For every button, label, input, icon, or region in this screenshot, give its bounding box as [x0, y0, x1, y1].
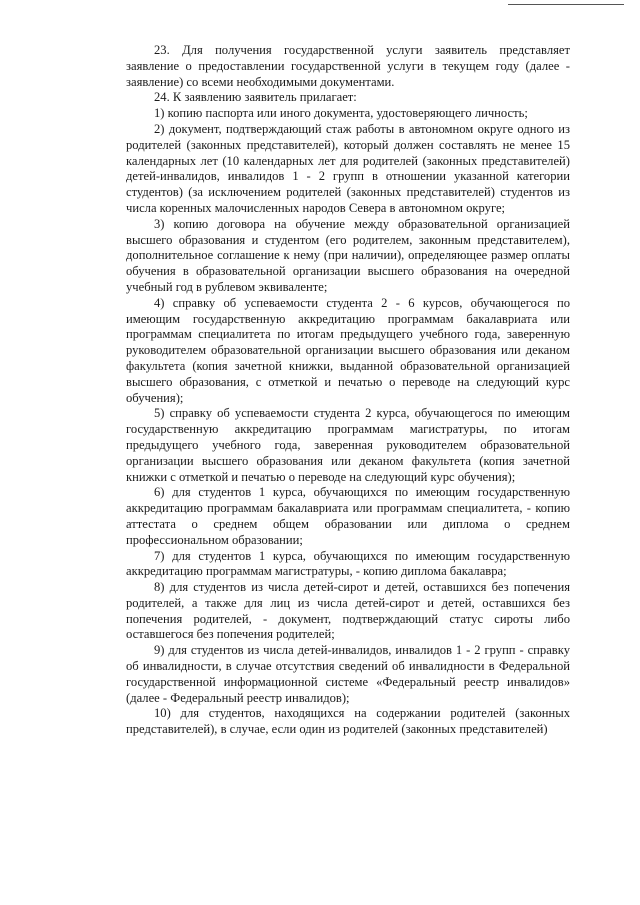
list-item: 5) справку об успеваемости студента 2 курса, обучающегося по имеющим государственную аккредитацию программам магистратуры, по итогам предыдущего учебного года, заверенная руководителем образовательной организации высшего образования или деканом факультета (копия зачетной книжки с отметкой и печатью о переводе на следующий курс обучения);	[126, 406, 570, 484]
list-item: 7) для студентов 1 курса, обучающихся по имеющим государственную аккредитацию программам магистратуры, - копию диплома бакалавра;	[126, 548, 570, 579]
top-rule	[508, 4, 624, 5]
list-item: 2) документ, подтверждающий стаж работы в автономном округе одного из родителей (законных представителей), который должен составлять не менее 15 календарных лет (10 календарных лет для родителей (законных представителей) детей-инвалидов, инвалидов 1 - 2 групп в отношении указанной категории студентов) (за исключением родителей (законных представителей) студентов из числа коренных малочисленных народов Севера в автономном округе;	[126, 121, 570, 215]
document-body	[126, 43, 570, 738]
paragraph-24: 24. К заявлению заявитель прилагает:	[154, 90, 357, 105]
paragraph-23: 23. Для получения государственной услуги заявитель представляет заявление о предоставлении государственной услуги в текущем году (далее - заявление) со всеми необходимыми документами.	[126, 43, 570, 89]
list-item: 4) справку об успеваемости студента 2 - 6 курсов, обучающегося по имеющим государственную аккредитацию программам бакалавриата или программам специалитета по итогам предыдущего учебного года, заверенную руководителем образовательной организации высшего образования или деканом факультета (копия зачетной книжки, выданной образовательной организацией высшего образования, с отметкой и печатью о переводе на следующий курс обучения);	[126, 295, 570, 405]
list-item: 10) для студентов, находящихся на содержании родителей (законных представителей), в случае, если один из родителей (законных представителей)	[126, 706, 570, 737]
list-item: 6) для студентов 1 курса, обучающихся по имеющим государственную аккредитацию программам бакалавриата или программам специалитета, - копию аттестата о среднем общем образовании или диплома о среднем профессиональном образовании;	[126, 485, 570, 547]
list-item: 8) для студентов из числа детей-сирот и детей, оставшихся без попечения родителей, а также для лиц из числа детей-сирот и детей, оставшихся без попечения родителей, - документ, подтверждающий статус сироты либо оставшегося без попечения родителей;	[126, 580, 570, 642]
list-item: 9) для студентов из числа детей-инвалидов, инвалидов 1 - 2 групп - справку об инвалидности, в случае отсутствия сведений об инвалидности в Федеральной государственной информационной системе «Федеральный реестр инвалидов» (далее - Федеральный реестр инвалидов);	[126, 643, 570, 705]
list-item: 3) копию договора на обучение между образовательной организацией высшего образования и студентом (его родителем, законным представителем), дополнительное соглашение к нему (при наличии), определяющее размер оплаты обучения в образовательной организации высшего образования на очередной учебный год в рублевом эквиваленте;	[126, 216, 570, 294]
list-item: 1) копию паспорта или иного документа, удостоверяющего личность;	[154, 106, 528, 121]
